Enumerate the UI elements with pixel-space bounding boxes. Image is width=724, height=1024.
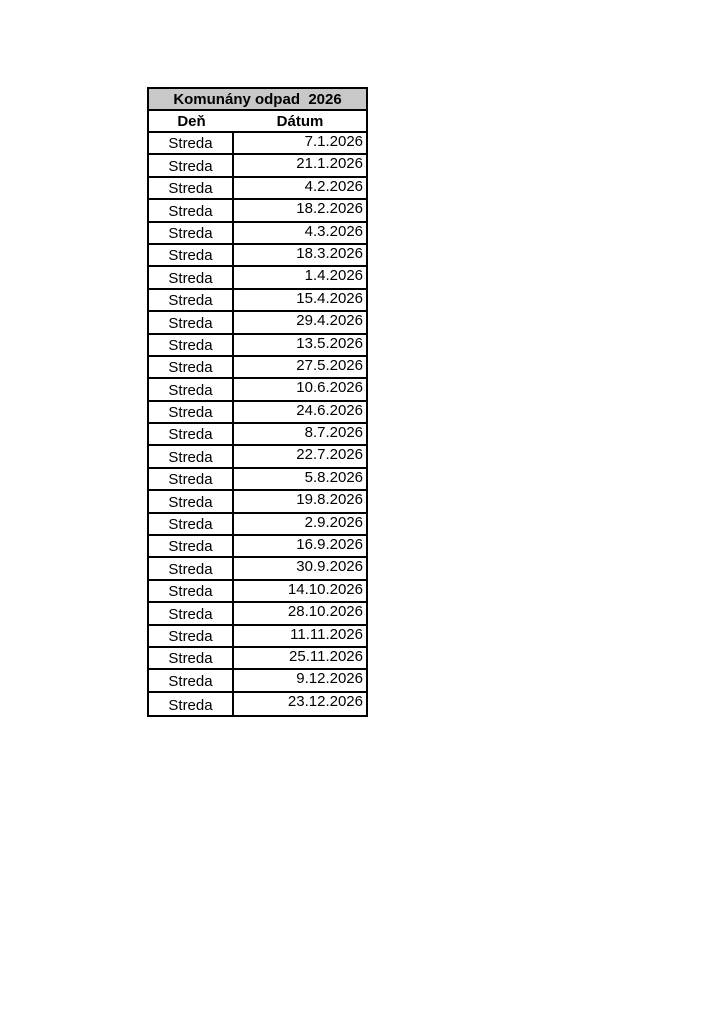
- date-cell: 25.11.2026: [289, 647, 363, 665]
- table-row: [149, 200, 366, 222]
- day-cell: Streda: [149, 357, 234, 377]
- table-row: [149, 693, 366, 715]
- date-cell: 10.6.2026: [296, 379, 363, 397]
- date-cell: 5.8.2026: [304, 468, 363, 486]
- date-cell: 18.3.2026: [296, 244, 363, 262]
- date-cell: 2.9.2026: [304, 513, 363, 531]
- date-cell: 16.9.2026: [296, 536, 363, 554]
- date-cell: 8.7.2026: [304, 424, 363, 442]
- date-cell: 19.8.2026: [296, 491, 363, 509]
- day-cell: Streda: [149, 267, 234, 287]
- date-cell: 4.3.2026: [304, 222, 363, 240]
- day-cell: Streda: [149, 245, 234, 265]
- day-cell: Streda: [149, 536, 234, 556]
- day-cell: Streda: [149, 379, 234, 399]
- table-row: [149, 178, 366, 200]
- day-cell: Streda: [149, 223, 234, 243]
- date-cell: 9.12.2026: [296, 670, 363, 688]
- table-row: [149, 402, 366, 424]
- table-row: [149, 379, 366, 401]
- date-cell: 14.10.2026: [287, 580, 363, 598]
- table-row: [149, 491, 366, 513]
- table-row: [149, 335, 366, 357]
- date-cell: 28.10.2026: [287, 603, 363, 621]
- header-date: Dátum: [276, 113, 324, 130]
- table-row: [149, 558, 366, 580]
- table-row: [149, 155, 366, 177]
- day-cell: Streda: [149, 693, 234, 715]
- day-cell: Streda: [149, 446, 234, 466]
- day-cell: Streda: [149, 514, 234, 534]
- waste-collection-table: [147, 87, 368, 717]
- day-cell: Streda: [149, 469, 234, 489]
- date-cell: 4.2.2026: [304, 177, 363, 195]
- day-cell: Streda: [149, 133, 234, 153]
- date-cell: 13.5.2026: [296, 334, 363, 352]
- table-row: [149, 357, 366, 379]
- date-cell: 7.1.2026: [304, 133, 363, 150]
- day-cell: Streda: [149, 670, 234, 690]
- day-cell: Streda: [149, 491, 234, 511]
- date-cell: 23.12.2026: [287, 692, 363, 710]
- table-row: [149, 670, 366, 692]
- date-cell: 18.2.2026: [296, 200, 363, 218]
- table-row: [149, 245, 366, 267]
- day-cell: Streda: [149, 626, 234, 646]
- day-cell: Streda: [149, 335, 234, 355]
- day-cell: Streda: [149, 402, 234, 422]
- table-row: [149, 312, 366, 334]
- table-row: [149, 290, 366, 312]
- day-cell: Streda: [149, 603, 234, 623]
- header-day: Deň: [177, 113, 206, 130]
- day-cell: Streda: [149, 290, 234, 310]
- date-cell: 11.11.2026: [290, 625, 363, 643]
- table-row: [149, 469, 366, 491]
- table-header-row: [149, 111, 366, 133]
- table-row: [149, 581, 366, 603]
- day-cell: Streda: [149, 648, 234, 668]
- table-row: [149, 648, 366, 670]
- table-title: Komunány odpad 2026: [149, 89, 366, 111]
- date-cell: 21.1.2026: [296, 155, 363, 173]
- date-cell: 30.9.2026: [296, 558, 363, 576]
- date-cell: 29.4.2026: [296, 312, 363, 330]
- date-cell: 27.5.2026: [296, 356, 363, 374]
- date-cell: 15.4.2026: [296, 289, 363, 307]
- day-cell: Streda: [149, 312, 234, 332]
- date-cell: 24.6.2026: [296, 401, 363, 419]
- table-row: [149, 267, 366, 289]
- table-row: [149, 446, 366, 468]
- table-body: [149, 133, 366, 715]
- table-row: [149, 626, 366, 648]
- table-row: [149, 133, 366, 155]
- day-cell: Streda: [149, 558, 234, 578]
- date-cell: 22.7.2026: [296, 446, 363, 464]
- table-row: [149, 536, 366, 558]
- day-cell: Streda: [149, 178, 234, 198]
- table-row: [149, 223, 366, 245]
- table-row: [149, 424, 366, 446]
- table-row: [149, 603, 366, 625]
- day-cell: Streda: [149, 581, 234, 601]
- table-row: [149, 514, 366, 536]
- day-cell: Streda: [149, 200, 234, 220]
- day-cell: Streda: [149, 424, 234, 444]
- date-cell: 1.4.2026: [304, 267, 363, 285]
- day-cell: Streda: [149, 155, 234, 175]
